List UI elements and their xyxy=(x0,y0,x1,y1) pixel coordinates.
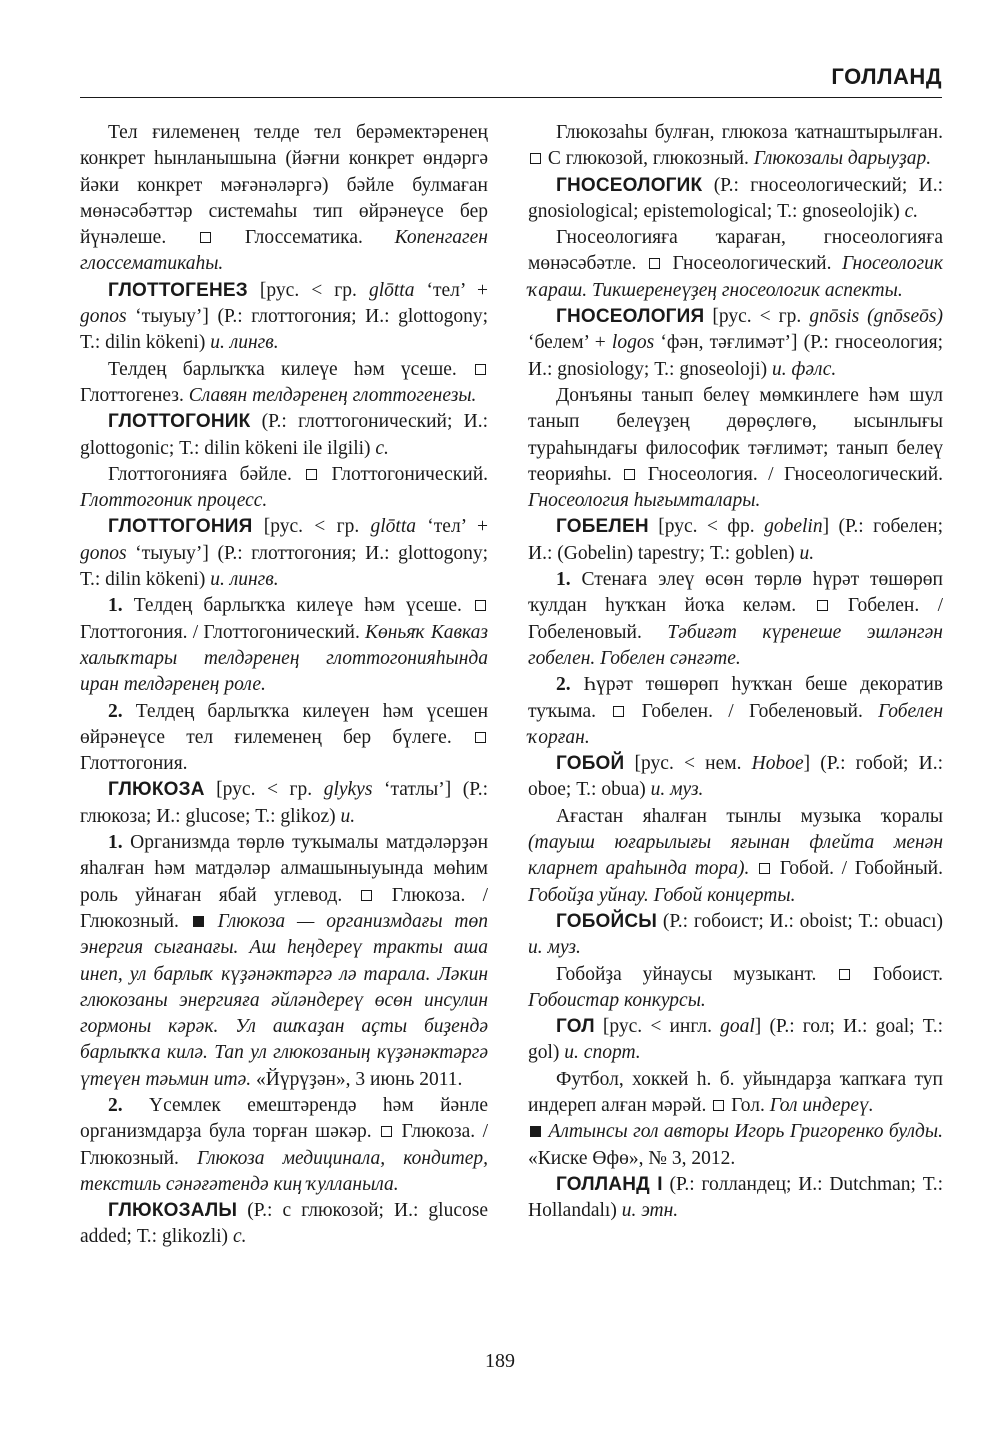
headword: ГЛЮКОЗА xyxy=(108,779,205,801)
quote-source: «Йүрүҙән», 3 июнь 2011. xyxy=(251,1068,463,1090)
russian-equivalent: Глюкоза. / Глюкозный. xyxy=(80,1121,489,1169)
entry-glyukoza: ГЛЮКОЗА [рус. < гр. glykys ‘татлы’] (Р.: глюкоза; И.: glucose; Т.: glikoz) и. 1. Организмда төрлө туҡымалы матдәләрҙән яһалған һәм матдәләр алмашыныуында мөһим роль уйнаған ябай углевод. Глюкоза. / Глюкозный. Глюкоза — организмдағы төп энергия сығанағы. Аш һеңдереү тракты аша инеп, ул барлыҡ күҙәнәктәргә лә тарала. Ләкин глюкозаны энергияға әйләндереү өсөн инсулин гормоны кәрәк. Ул ашҡаҙан аҫты биҙендә барлыҡҡа килә. Тап ул глюкозаның күҙәнәктәргә үтеүен тәьмин итә. «Йүрүҙән», 3 июнь 2011. 2. Үсемлек емештәрендә һәм йәнле организмдарҙа була торған шәкәр. Глюкоза. / Глюкозный. Глюкоза медицинала, кондитер, текстиль сәнәғәтендә киң ҡулланыла. xyxy=(80,779,489,1195)
definition: Тел ғилеменең телде тел берәмектәренең конкрет һынланышына (йәғни конкрет өндәргә йәки конкрет мәғәнәләргә) бәйле булмаған мөнәсәбәттәр системаһы тип өйрәнеүсе бер йүнәлеше. xyxy=(80,122,488,249)
square-marker-icon xyxy=(381,1126,392,1137)
russian-equivalent: Глюкоза. / Глюкозный. xyxy=(80,884,489,932)
black-square-icon xyxy=(530,1126,541,1137)
example: Глоттогоник процесс. xyxy=(80,490,268,512)
black-square-icon xyxy=(193,916,204,927)
square-marker-icon xyxy=(817,600,828,611)
headword: ГЛЮКОЗАЛЫ xyxy=(108,1200,238,1222)
russian-equivalent: Гобоист. xyxy=(872,963,943,985)
russian-equivalent: С глюкозой, глюкозный. xyxy=(547,148,749,170)
entry-glyukozaly-cont xyxy=(528,120,943,173)
russian-equivalent: Гносеология. / Гносеологический. xyxy=(647,463,944,485)
grammar-label: с. xyxy=(904,200,919,222)
grammar-label: и. xyxy=(799,542,815,564)
quotation: Алтынсы гол авторы Игорь Григоренко булды. xyxy=(548,1121,943,1143)
example: Көньяҡ Кавказ халыҡтары телдәренең глоттогонияһында иран телдәренең роле. xyxy=(80,621,488,696)
grammar-label: и. фәлс. xyxy=(771,358,837,380)
header-rule xyxy=(80,97,942,98)
headword: ГОБОЙСЫ xyxy=(556,910,658,932)
example: Гол индереү. xyxy=(769,1094,874,1116)
headword: ГОЛ xyxy=(556,1016,595,1038)
example: Копенгаген глоссематикаһы. xyxy=(80,227,488,275)
russian-equivalent: Гобелен. / Гобеленовый. xyxy=(641,700,863,722)
example: Гобелен ҡорған. xyxy=(528,700,944,748)
russian-equivalent: Гобой. / Гобойный. xyxy=(779,858,943,880)
sense-number: 1. xyxy=(108,832,123,854)
russian-equivalent: Глоттогония. / Глоттогонический. xyxy=(80,621,360,643)
grammar-label: с. xyxy=(375,437,389,459)
russian-equivalent: Глоттогонический. xyxy=(331,463,489,485)
square-marker-icon xyxy=(200,232,211,243)
russian-equivalent: Глоттогенез. xyxy=(80,384,184,406)
definition: Стенаға элеү өсөн төрлө һүрәт төшөрөп ҡулдан һуҡҡан йоҡа келәм. xyxy=(528,569,943,617)
sense-number: 2. xyxy=(108,1094,123,1116)
headword: ГОБОЙ xyxy=(556,753,625,775)
example: Гобоистар конкурсы. xyxy=(528,989,706,1011)
russian-equivalent: Глоттогония. xyxy=(80,753,188,775)
grammar-label: с. xyxy=(232,1226,247,1248)
definition: Телдең барлыҡҡа килеүе һәм үсеше. xyxy=(122,595,462,617)
square-marker-icon xyxy=(624,469,635,480)
definition-note: (тауыш юғарылығы яғынан флейта менән кларнет араһында тора). xyxy=(528,832,943,880)
headword: ГНОСЕОЛОГИК xyxy=(556,174,703,196)
square-marker-icon xyxy=(361,890,372,901)
sense-number: 1. xyxy=(556,569,571,591)
grammar-label: и. лингв. xyxy=(210,569,279,591)
right-column xyxy=(528,120,943,1224)
square-marker-icon xyxy=(475,732,486,743)
page-number: 189 xyxy=(485,1350,515,1372)
definition: Ағастан яһалған тынлы музыка ҡоралы xyxy=(556,805,943,827)
definition: Үсемлек емештәрендә һәм йәнле организмдарҙа була торған шәкәр. xyxy=(80,1094,488,1143)
entry-gnoseologia: ГНОСЕОЛОГИЯ [рус. < гр. gnōsis (gnōseōs) ‘белем’ + logos ‘фән, тәғлимәт’] (Р.: гносеология; И.: gnosiology; Т.: gnoseoloji) и. фәлс. Донъяны танып белеү мөмкинлеге һәм шул танып белеүҙең дөрөҫлөгө, ысынлығы тураһындағы философик тәғлимәт; танып белеү теорияһы. Гносеология. / Гносеологический. Гносеология һығымталары. xyxy=(528,306,944,512)
square-marker-icon xyxy=(475,364,486,375)
definition: Гобойҙа уйнаусы музыкант. xyxy=(556,963,817,985)
entry-gol: ГОЛ [рус. < ингл. goal] (Р.: гол; И.: goal; Т.: gol) и. спорт. Футбол, хоккей һ. б. уйындарҙа ҡапҡаға туп индереп алған мәрәй. Гол. Гол индереү. Алтынсы гол авторы Игорь Григоренко булды. «Киске Өфө», № 3, 2012. xyxy=(528,1016,944,1169)
entry-gnoseologik: ГНОСЕОЛОГИК (Р.: гносеологический; И.: gnosiological; epistemological; Т.: gnoseolojik) с. Гносеологияға ҡараған, гносеологияға мөнәсәбәтле. Гносеологический. Гносеологик ҡараш. Тикшеренеүҙең гносеологик аспекты. xyxy=(528,174,944,301)
entry-glyukozaly: ГЛЮКОЗАЛЫ (Р.: с глюкозой; И.: glucose added; Т.: glikozli) с. xyxy=(80,1200,488,1248)
russian-equivalent: Гол. xyxy=(731,1094,765,1116)
headword: ГОЛЛАНД I xyxy=(556,1173,663,1195)
square-marker-icon xyxy=(759,863,770,874)
entry-glottogenez: ГЛОТТОГЕНЕЗ [рус. < гр. glōtta ‘тел’ + gonos ‘тыуыу’] (Р.: глоттогония; И.: glottogony; Т.: dilin kökeni) и. лингв. Телдең барлыҡҡа килеүе һәм үсеше. Глоттогенез. Славян телдәренең глоттогенезы. xyxy=(80,279,489,406)
definition: Донъяны танып белеү мөмкинлеге һәм шул танып белеүҙең дөрөҫлөгө, ысынлығы тураһындағы философик тәғлимәт; танып белеү теорияһы. xyxy=(528,384,943,485)
quote-source: «Киске Өфө», № 3, 2012. xyxy=(528,1147,736,1169)
square-marker-icon xyxy=(475,600,486,611)
headword: ГОБЕЛЕН xyxy=(556,516,649,538)
running-head: ГОЛЛАНД xyxy=(831,64,942,89)
example: Гносеологик ҡараш. Тикшеренеүҙең гносеологик аспекты. xyxy=(528,253,944,301)
square-marker-icon xyxy=(530,153,541,164)
definition: Гносеологияға ҡараған, гносеологияға мөнәсәбәтле. xyxy=(528,227,943,275)
sense-number: 2. xyxy=(108,700,123,722)
sense-number: 1. xyxy=(108,595,123,617)
entry-glottogonik: ГЛОТТОГОНИК (Р.: глоттогонический; И.: glottogonic; Т.: dilin kökeni ile ilgili) с. Глоттогонияға бәйле. Глоттогонический. Глоттогоник процесс. xyxy=(80,411,489,512)
entry-goboisy: ГОБОЙСЫ (Р.: гобоист; И.: oboist; Т.: obuacı) и. муз. Гобойҙа уйнаусы музыкант. Гобоист. Гобоистар конкурсы. xyxy=(528,910,943,1011)
headword: ГНОСЕОЛОГИЯ xyxy=(556,306,705,328)
headword: ГЛОТТОГОНИЯ xyxy=(108,516,253,538)
example: Тәбиғәт күренеше эшләнгән гобелен. Гобелен сәнғәте. xyxy=(528,621,943,669)
russian-equivalent: Глоссематика. xyxy=(244,227,363,249)
definition: Телдең барлыҡҡа килеүе һәм үсеше. xyxy=(108,358,457,380)
entry-glottogonia: ГЛОТТОГОНИЯ [рус. < гр. glōtta ‘тел’ + gonos ‘тыуыу’] (Р.: глоттогония; И.: glottogony; Т.: dilin kökeni) и. лингв. 1. Телдең барлыҡҡа килеүе һәм үсеше. Глоттогония. / Глоттогонический. Көньяҡ Кавказ халыҡтары телдәренең глоттогонияһында иран телдәренең роле. 2. Телдең барлыҡҡа килеүен һәм үсешен өйрәнеүсе тел ғилеменең бер бүлеге. Глоттогония. xyxy=(80,516,489,775)
definition: Футбол, хоккей һ. б. уйындарҙа ҡапҡаға туп индереп алған мәрәй. xyxy=(528,1068,943,1116)
square-marker-icon xyxy=(839,969,850,980)
definition: Глюкозаһы булған, глюкоза ҡатнаштырылған. xyxy=(556,122,943,143)
headword: ГЛОТТОГЕНЕЗ xyxy=(108,279,248,301)
example: Славян телдәренең глоттогенезы. xyxy=(188,384,477,406)
example: Глюкозалы дарыуҙар. xyxy=(753,148,932,170)
definition: Глоттогонияға бәйле. xyxy=(108,463,292,485)
russian-equivalent: Гносеологический. xyxy=(672,253,832,275)
quotation: Глюкоза — организмдағы төп энергия сығанағы. Аш һеңдереү тракты аша инеп, ул барлыҡ күҙәнәктәргә лә тарала. Ләкин глюкозаны энергияға әйләндереү өсөн инсулин гормоны кәрәк. Ул ашҡаҙан аҫты биҙендә барлыҡҡа килә. Тап ул глюкозаның күҙәнәктәргә үтеүен тәьмин итә. xyxy=(80,910,488,1090)
grammar-label: и. спорт. xyxy=(564,1042,641,1064)
square-marker-icon xyxy=(306,469,317,480)
example: Гобойҙа уйнау. Гобой концерты. xyxy=(528,884,796,906)
headword: ГЛОТТОГОНИК xyxy=(108,411,251,433)
definition: Телдең барлыҡҡа килеүен һәм үсешен өйрәнеүсе тел ғилеменең бер бүлеге. xyxy=(80,700,488,748)
sense-number: 2. xyxy=(556,674,571,696)
entry-golland: ГОЛЛАНД I (Р.: голландец; И.: Dutchman; Т.: Hollandalı) и. этн. xyxy=(528,1173,943,1222)
russian-equivalent: Гобелен. / Гобеленовый. xyxy=(528,595,944,643)
entry-gobelen: ГОБЕЛЕН [рус. < фр. gobelin] (Р.: гобелен; И.: (Gobelin) tapestry; Т.: goblen) и. 1. Стенаға элеү өсөн төрлө һүрәт төшөрөп ҡулдан һуҡҡан йоҡа келәм. Гобелен. / Гобеленовый. Тәбиғәт күренеше эшләнгән гобелен. Гобелен сәнғәте. 2. Һүрәт төшөрөп һуҡҡан беше декоратив туҡыма. Гобелен. / Гобеленовый. Гобелен ҡорған. xyxy=(528,516,944,748)
grammar-label: и. муз. xyxy=(650,779,704,801)
entry-glossematika-cont xyxy=(80,120,488,278)
grammar-label: и. лингв. xyxy=(210,332,279,354)
entry-goboi: ГОБОЙ [рус. < нем. Hoboe] (Р.: гобой; И.: oboe; Т.: obua) и. муз. Ағастан яһалған тынлы музыка ҡоралы (тауыш юғарылығы яғынан флейта менән кларнет араһында тора). Гобой. / Гобойный. Гобойҙа уйнау. Гобой концерты. xyxy=(528,753,943,906)
definition: Организмда төрлө туҡымалы матдәләрҙән яһалған һәм матдәләр алмашыныуында мөһим роль уйнаған ябай углевод. xyxy=(80,832,488,906)
square-marker-icon xyxy=(649,258,660,269)
square-marker-icon xyxy=(613,706,624,717)
example: Гносеология һығымталары. xyxy=(528,490,761,512)
left-column xyxy=(80,120,488,1251)
square-marker-icon xyxy=(713,1100,724,1111)
grammar-label: и. этн. xyxy=(621,1200,679,1222)
definition: Һүрәт төшөрөп һуҡҡан беше декоратив туҡыма. xyxy=(528,674,943,722)
example: Глюкоза медицинала, кондитер, текстиль сәнәғәтендә киң ҡулланыла. xyxy=(80,1147,488,1195)
grammar-label: и. муз. xyxy=(528,937,581,959)
grammar-label: и. xyxy=(340,805,356,827)
